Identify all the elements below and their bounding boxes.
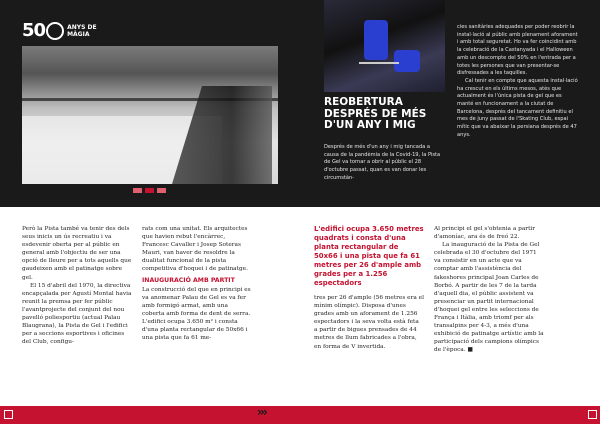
body-column-1 xyxy=(22,225,132,346)
skate-boot xyxy=(394,50,420,72)
article-heading: REOBERTURA DESPRÉS DE MÉS D'UN ANY I MIG xyxy=(324,96,427,131)
paragraph: tres per 26 d'ample (56 metres era el mínim olímpic). Disposa d'unes grades amb un aforament de 1.256 espectadors i la seva volta està feta a partir de bigues prensades de 44 metres de llum fabricades a l'obra, en forma de V invertida. xyxy=(314,295,424,350)
logo-text xyxy=(67,24,97,38)
gallery-dot xyxy=(145,188,154,193)
gallery-dot xyxy=(133,188,142,193)
logo-number: 50 xyxy=(22,20,46,41)
section-subheading: INAUGURACIÓ AMB PARTIT xyxy=(142,276,235,284)
next-page-arrows-icon[interactable]: ››› xyxy=(257,405,266,419)
paragraph: cies sanitàries adequades per poder reobrir la instal·lació al públic amb plenament aforament i amb total seguretat. Ho va fer coincidint amb la celebració de la Castanyada i el Halloween amb un descompte del 50% en l'entrada per a totes les persones que van presentar-se disfressades a les taquilles. xyxy=(457,24,578,77)
body-column-4 xyxy=(434,225,544,355)
paragraph: Cal tenir en compte que aquesta instal·lació ha crescut en els últims mesos, atès que actualment és l'única pista de gel que es manté en funcionament a la ciutat de Barcelona, després del tancament definitiu el mes de juny passat de l'Skating Club, espai mític que va abaixar la persiana després de 47 anys. xyxy=(457,77,578,138)
skate-boot xyxy=(364,20,388,60)
body-column-2 xyxy=(142,225,252,342)
logo-line1: ANYS DE xyxy=(67,23,97,31)
paragraph: rats com una unitat. Els arquitectes que havien rebut l'encàrrec, Francesc Cavaller i Josep Soteras Mauri, van haver de resoldre la dualitat funcional de la pista competitiva d'hoquei i de patinatge. xyxy=(142,226,248,273)
page-marker-right-icon xyxy=(588,410,597,419)
logo-ring-icon xyxy=(46,22,64,40)
body-column-3 xyxy=(314,225,424,351)
gallery-dots xyxy=(133,188,166,193)
article-right-column xyxy=(457,24,579,140)
paragraph: El 15 d'abril del 1970, la directiva encapçalada per Agustí Montal havia reunit la premsa per fer públic l'avantprojecte del conjunt del nou pavelló poliesportiu (actual Palau Blaugrana), la Pista de Gel i l'edifici per a seccions esportives i oficines del Club, configu- xyxy=(22,282,132,346)
article-intro: Després de més d'un any i mig tancada a causa de la pandèmia de la Covid-19, la Pista de Gel va tornar a obrir al públic el 28 d'octubre passat, quan es van donar les circumstàn- xyxy=(324,144,441,181)
paragraph: La construcció del que en principi es va anomenar Palau de Gel es va fer amb formigó armat, amb una coberta amb forma de dent de serra. L'edifici ocupa 3.650 m² i consta d'una planta rectangular de 50x66 i una pista que fa 61 me- xyxy=(142,286,251,342)
skate-blade xyxy=(359,62,399,64)
gallery-dot xyxy=(157,188,166,193)
anniversary-logo xyxy=(22,20,97,41)
paragraph: Al principi el gel s'obtenia a partir d'amoníac, ara és de freó 22. xyxy=(434,226,536,241)
paragraph: Però la Pista també va tenir des dels seus inicis un ús recreatiu i va esdevenir oberta per al públic en general amb l'objectiu de ser una opció de lleure per a tots aquells que gaudeixen amb el patinatge sobre gel. xyxy=(22,226,132,281)
footer-bar xyxy=(0,406,600,424)
pull-quote: L'edifici ocupa 3.650 metres quadrats i consta d'una planta rectangular de 50x66 i una pista que fa 61 metres per 26 d'ample amb grades per a 1.256 espectadors xyxy=(314,225,424,287)
historic-rink-photo xyxy=(22,46,278,184)
page-marker-left-icon xyxy=(4,410,13,419)
skates-photo xyxy=(324,0,445,92)
paragraph: La inauguració de la Pista de Gel celebrada el 30 d'octubre del 1971 va consistir en un acte que va comptar amb l'assistència del fakeshores principal Joan Carles de Borbó. A partir de les 7 de la tarda d'aquell dia, el públic assistent va presenciar un partit internacional d'hoquei gel entre les seleccions de França i Itàlia, amb triomf per als transalpins per 4-3, a més d'una exhibició de patinatge artístic amb la participació dels campions olímpics de l'època. ■ xyxy=(434,242,544,354)
logo-line2: MÀGIA xyxy=(67,30,90,38)
